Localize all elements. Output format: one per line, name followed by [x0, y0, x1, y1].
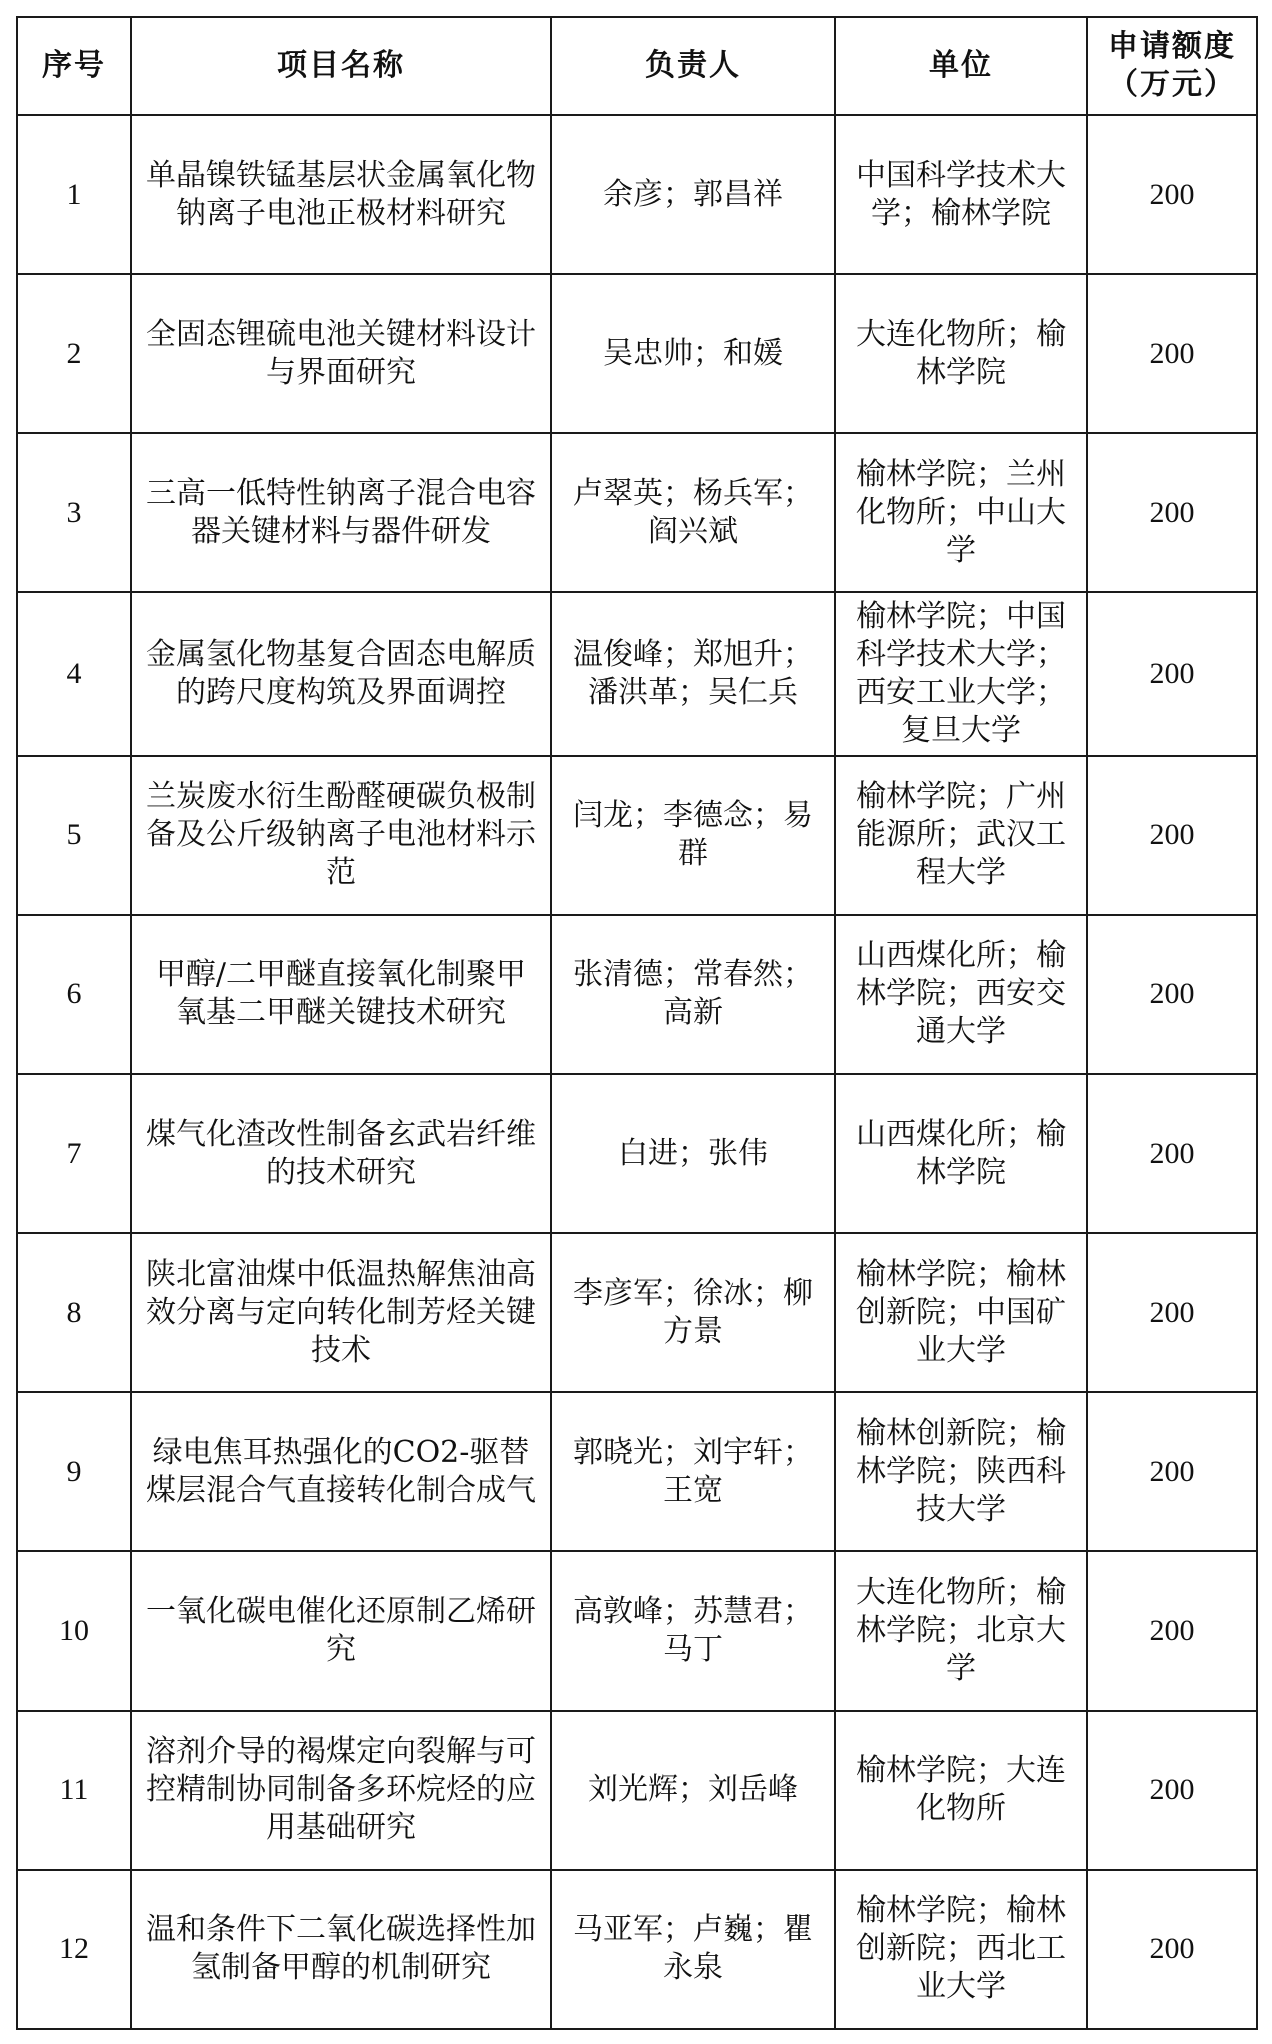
cell-project-name: 金属氢化物基复合固态电解质的跨尺度构筑及界面调控	[131, 592, 551, 755]
cell-index: 10	[17, 1551, 131, 1710]
cell-index: 2	[17, 274, 131, 433]
table-row	[17, 115, 1257, 274]
cell-leader: 马亚军；卢巍；瞿永泉	[551, 1870, 835, 2029]
table-row	[17, 592, 1257, 755]
header-project-name: 项目名称	[131, 17, 551, 115]
cell-leader: 吴忠帅；和媛	[551, 274, 835, 433]
cell-index: 8	[17, 1233, 131, 1392]
table-row	[17, 915, 1257, 1074]
project-funding-table	[16, 16, 1258, 2030]
cell-unit: 大连化物所；榆林学院；北京大学	[835, 1551, 1087, 1710]
cell-leader: 温俊峰；郑旭升；潘洪革；吴仁兵	[551, 592, 835, 755]
cell-project-name: 一氧化碳电催化还原制乙烯研究	[131, 1551, 551, 1710]
cell-project-name: 兰炭废水衍生酚醛硬碳负极制备及公斤级钠离子电池材料示范	[131, 756, 551, 915]
table-row	[17, 1551, 1257, 1710]
table-row	[17, 1233, 1257, 1392]
table-row	[17, 1392, 1257, 1551]
header-amount-line1: 申请额度	[1108, 29, 1236, 64]
cell-amount: 200	[1087, 1392, 1257, 1551]
cell-leader: 余彦；郭昌祥	[551, 115, 835, 274]
cell-unit: 大连化物所；榆林学院	[835, 274, 1087, 433]
cell-amount: 200	[1087, 592, 1257, 755]
cell-index: 3	[17, 433, 131, 592]
cell-leader: 高敦峰；苏慧君；马丁	[551, 1551, 835, 1710]
table-header-row	[17, 17, 1257, 115]
cell-leader: 白进；张伟	[551, 1074, 835, 1233]
cell-project-name: 温和条件下二氧化碳选择性加氢制备甲醇的机制研究	[131, 1870, 551, 2029]
cell-index: 6	[17, 915, 131, 1074]
cell-amount: 200	[1087, 1233, 1257, 1392]
cell-index: 5	[17, 756, 131, 915]
header-unit: 单位	[835, 17, 1087, 115]
cell-unit: 榆林学院；榆林创新院；西北工业大学	[835, 1870, 1087, 2029]
project-table-container	[16, 16, 1256, 2030]
cell-unit: 山西煤化所；榆林学院	[835, 1074, 1087, 1233]
cell-index: 4	[17, 592, 131, 755]
cell-leader: 卢翠英；杨兵军；阎兴斌	[551, 433, 835, 592]
cell-amount: 200	[1087, 115, 1257, 274]
cell-project-name: 煤气化渣改性制备玄武岩纤维的技术研究	[131, 1074, 551, 1233]
header-amount-line2: （万元）	[1108, 67, 1236, 102]
cell-unit: 榆林学院；广州能源所；武汉工程大学	[835, 756, 1087, 915]
cell-unit: 榆林学院；兰州化物所；中山大学	[835, 433, 1087, 592]
header-leader: 负责人	[551, 17, 835, 115]
cell-project-name: 甲醇/二甲醚直接氧化制聚甲氧基二甲醚关键技术研究	[131, 915, 551, 1074]
cell-project-name: 全固态锂硫电池关键材料设计与界面研究	[131, 274, 551, 433]
cell-leader: 李彦军；徐冰；柳方景	[551, 1233, 835, 1392]
cell-index: 9	[17, 1392, 131, 1551]
table-row	[17, 756, 1257, 915]
cell-project-name: 陕北富油煤中低温热解焦油高效分离与定向转化制芳烃关键技术	[131, 1233, 551, 1392]
table-row	[17, 433, 1257, 592]
cell-project-name: 溶剂介导的褐煤定向裂解与可控精制协同制备多环烷烃的应用基础研究	[131, 1711, 551, 1870]
cell-unit: 山西煤化所；榆林学院；西安交通大学	[835, 915, 1087, 1074]
cell-amount: 200	[1087, 756, 1257, 915]
cell-leader: 郭晓光；刘宇轩；王宽	[551, 1392, 835, 1551]
cell-index: 12	[17, 1870, 131, 2029]
cell-amount: 200	[1087, 274, 1257, 433]
cell-project-name: 绿电焦耳热强化的CO2-驱替煤层混合气直接转化制合成气	[131, 1392, 551, 1551]
cell-unit: 榆林学院；中国科学技术大学；西安工业大学；复旦大学	[835, 592, 1087, 755]
cell-leader: 闫龙；李德念；易群	[551, 756, 835, 915]
cell-amount: 200	[1087, 1870, 1257, 2029]
cell-leader: 张清德；常春然；高新	[551, 915, 835, 1074]
cell-amount: 200	[1087, 1074, 1257, 1233]
cell-project-name: 三高一低特性钠离子混合电容器关键材料与器件研发	[131, 433, 551, 592]
cell-amount: 200	[1087, 1551, 1257, 1710]
cell-amount: 200	[1087, 433, 1257, 592]
cell-index: 11	[17, 1711, 131, 1870]
cell-leader: 刘光辉；刘岳峰	[551, 1711, 835, 1870]
table-row	[17, 1074, 1257, 1233]
cell-amount: 200	[1087, 1711, 1257, 1870]
cell-index: 1	[17, 115, 131, 274]
cell-amount: 200	[1087, 915, 1257, 1074]
header-index: 序号	[17, 17, 131, 115]
cell-unit: 榆林创新院；榆林学院；陕西科技大学	[835, 1392, 1087, 1551]
table-row	[17, 1870, 1257, 2029]
cell-unit: 中国科学技术大学；榆林学院	[835, 115, 1087, 274]
cell-unit: 榆林学院；大连化物所	[835, 1711, 1087, 1870]
header-amount	[1087, 17, 1257, 115]
table-row	[17, 274, 1257, 433]
table-row	[17, 1711, 1257, 1870]
cell-unit: 榆林学院；榆林创新院；中国矿业大学	[835, 1233, 1087, 1392]
cell-project-name: 单晶镍铁锰基层状金属氧化物钠离子电池正极材料研究	[131, 115, 551, 274]
cell-index: 7	[17, 1074, 131, 1233]
